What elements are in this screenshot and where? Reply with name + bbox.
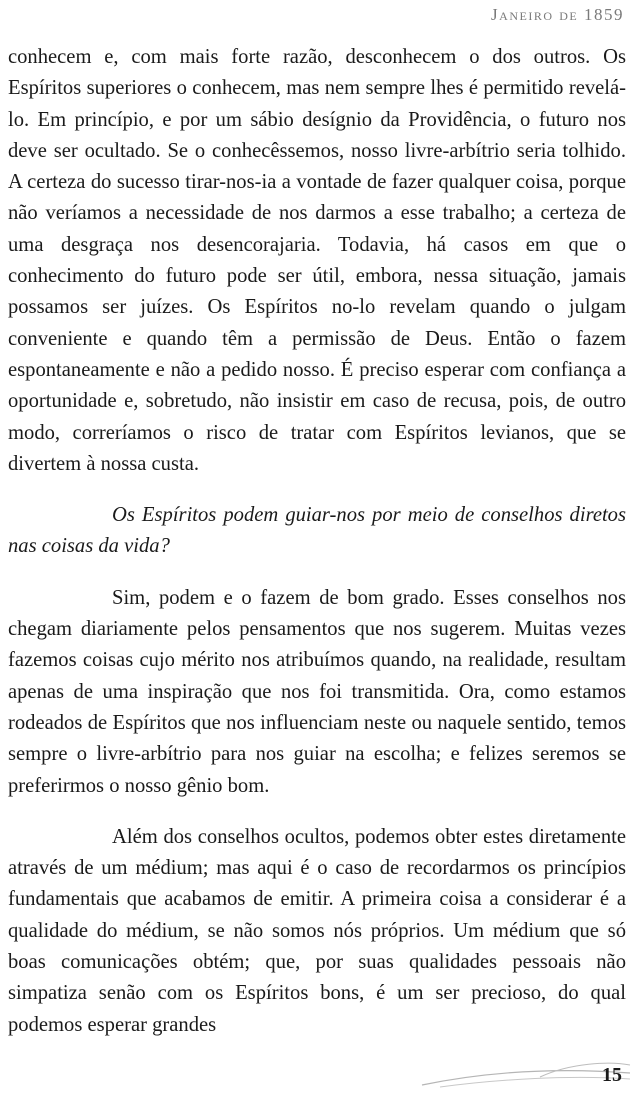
paragraph-question: Os Espíritos podem guiar-nos por meio de conselhos diretos nas coisas da vida?: [8, 504, 626, 558]
running-head: Janeiro de 1859: [491, 5, 624, 24]
paragraph-mediums: Além dos conselhos ocultos, podemos obter estes diretamente através de um médium; mas aqui é o caso de recordarmos os princípios fundamentais que acabamos de emitir. A primeira coisa a considerar é a qualidade do médium, se não somos nós próprios. Um médium que só boas comunicações obtém; que, por suas qualidades pessoais não simpatiza senão com os Espíritos bons, é um ser precioso, do qual podemos esperar grandes: [8, 825, 626, 1036]
footer-swoosh-ornament: [420, 1055, 632, 1093]
page-body: [8, 42, 626, 1041]
paragraph-answer: Sim, podem e o fazem de bom grado. Esses conselhos nos chegam diariamente pelos pensamentos que nos sugerem. Muitas vezes fazemos coisas cujo mérito nos atribuímos quando, na realidade, resultam apenas de uma inspiração que nos foi transmitida. Ora, como estamos rodeados de Espíritos que nos influenciam neste ou naquele sentido, temos sempre o livre-arbítrio para nos guiar na escolha; e felizes seremos se preferirmos o nosso gênio bom.: [8, 586, 626, 797]
page-number: 15: [602, 1064, 622, 1086]
paragraph-continuation: conhecem e, com mais forte razão, desconhecem o dos outros. Os Espíritos superiores o conhecem, mas nem sempre lhes é permitido revelá-lo. Em princípio, e por um sábio desígnio da Providência, o futuro nos deve ser ocultado. Se o conhecêssemos, nosso livre-arbítrio seria tolhido. A certeza do sucesso tirar-nos-ia a vontade de fazer qualquer coisa, porque não veríamos a necessidade de nos darmos a esse trabalho; a certeza de uma desgraça nos desencorajaria. Todavia, há casos em que o conhecimento do futuro pode ser útil, embora, nessa situação, jamais possamos ser juízes. Os Espíritos no-lo revelam quando o julgam conveniente e quando têm a permissão de Deus. Então o fazem espontaneamente e não a pedido nosso. É preciso esperar com confiança a oportunidade e, sobretudo, não insistir em caso de recusa, pois, de outro modo, correríamos o risco de tratar com Espíritos levianos, que se divertem à nossa custa.: [8, 46, 626, 475]
